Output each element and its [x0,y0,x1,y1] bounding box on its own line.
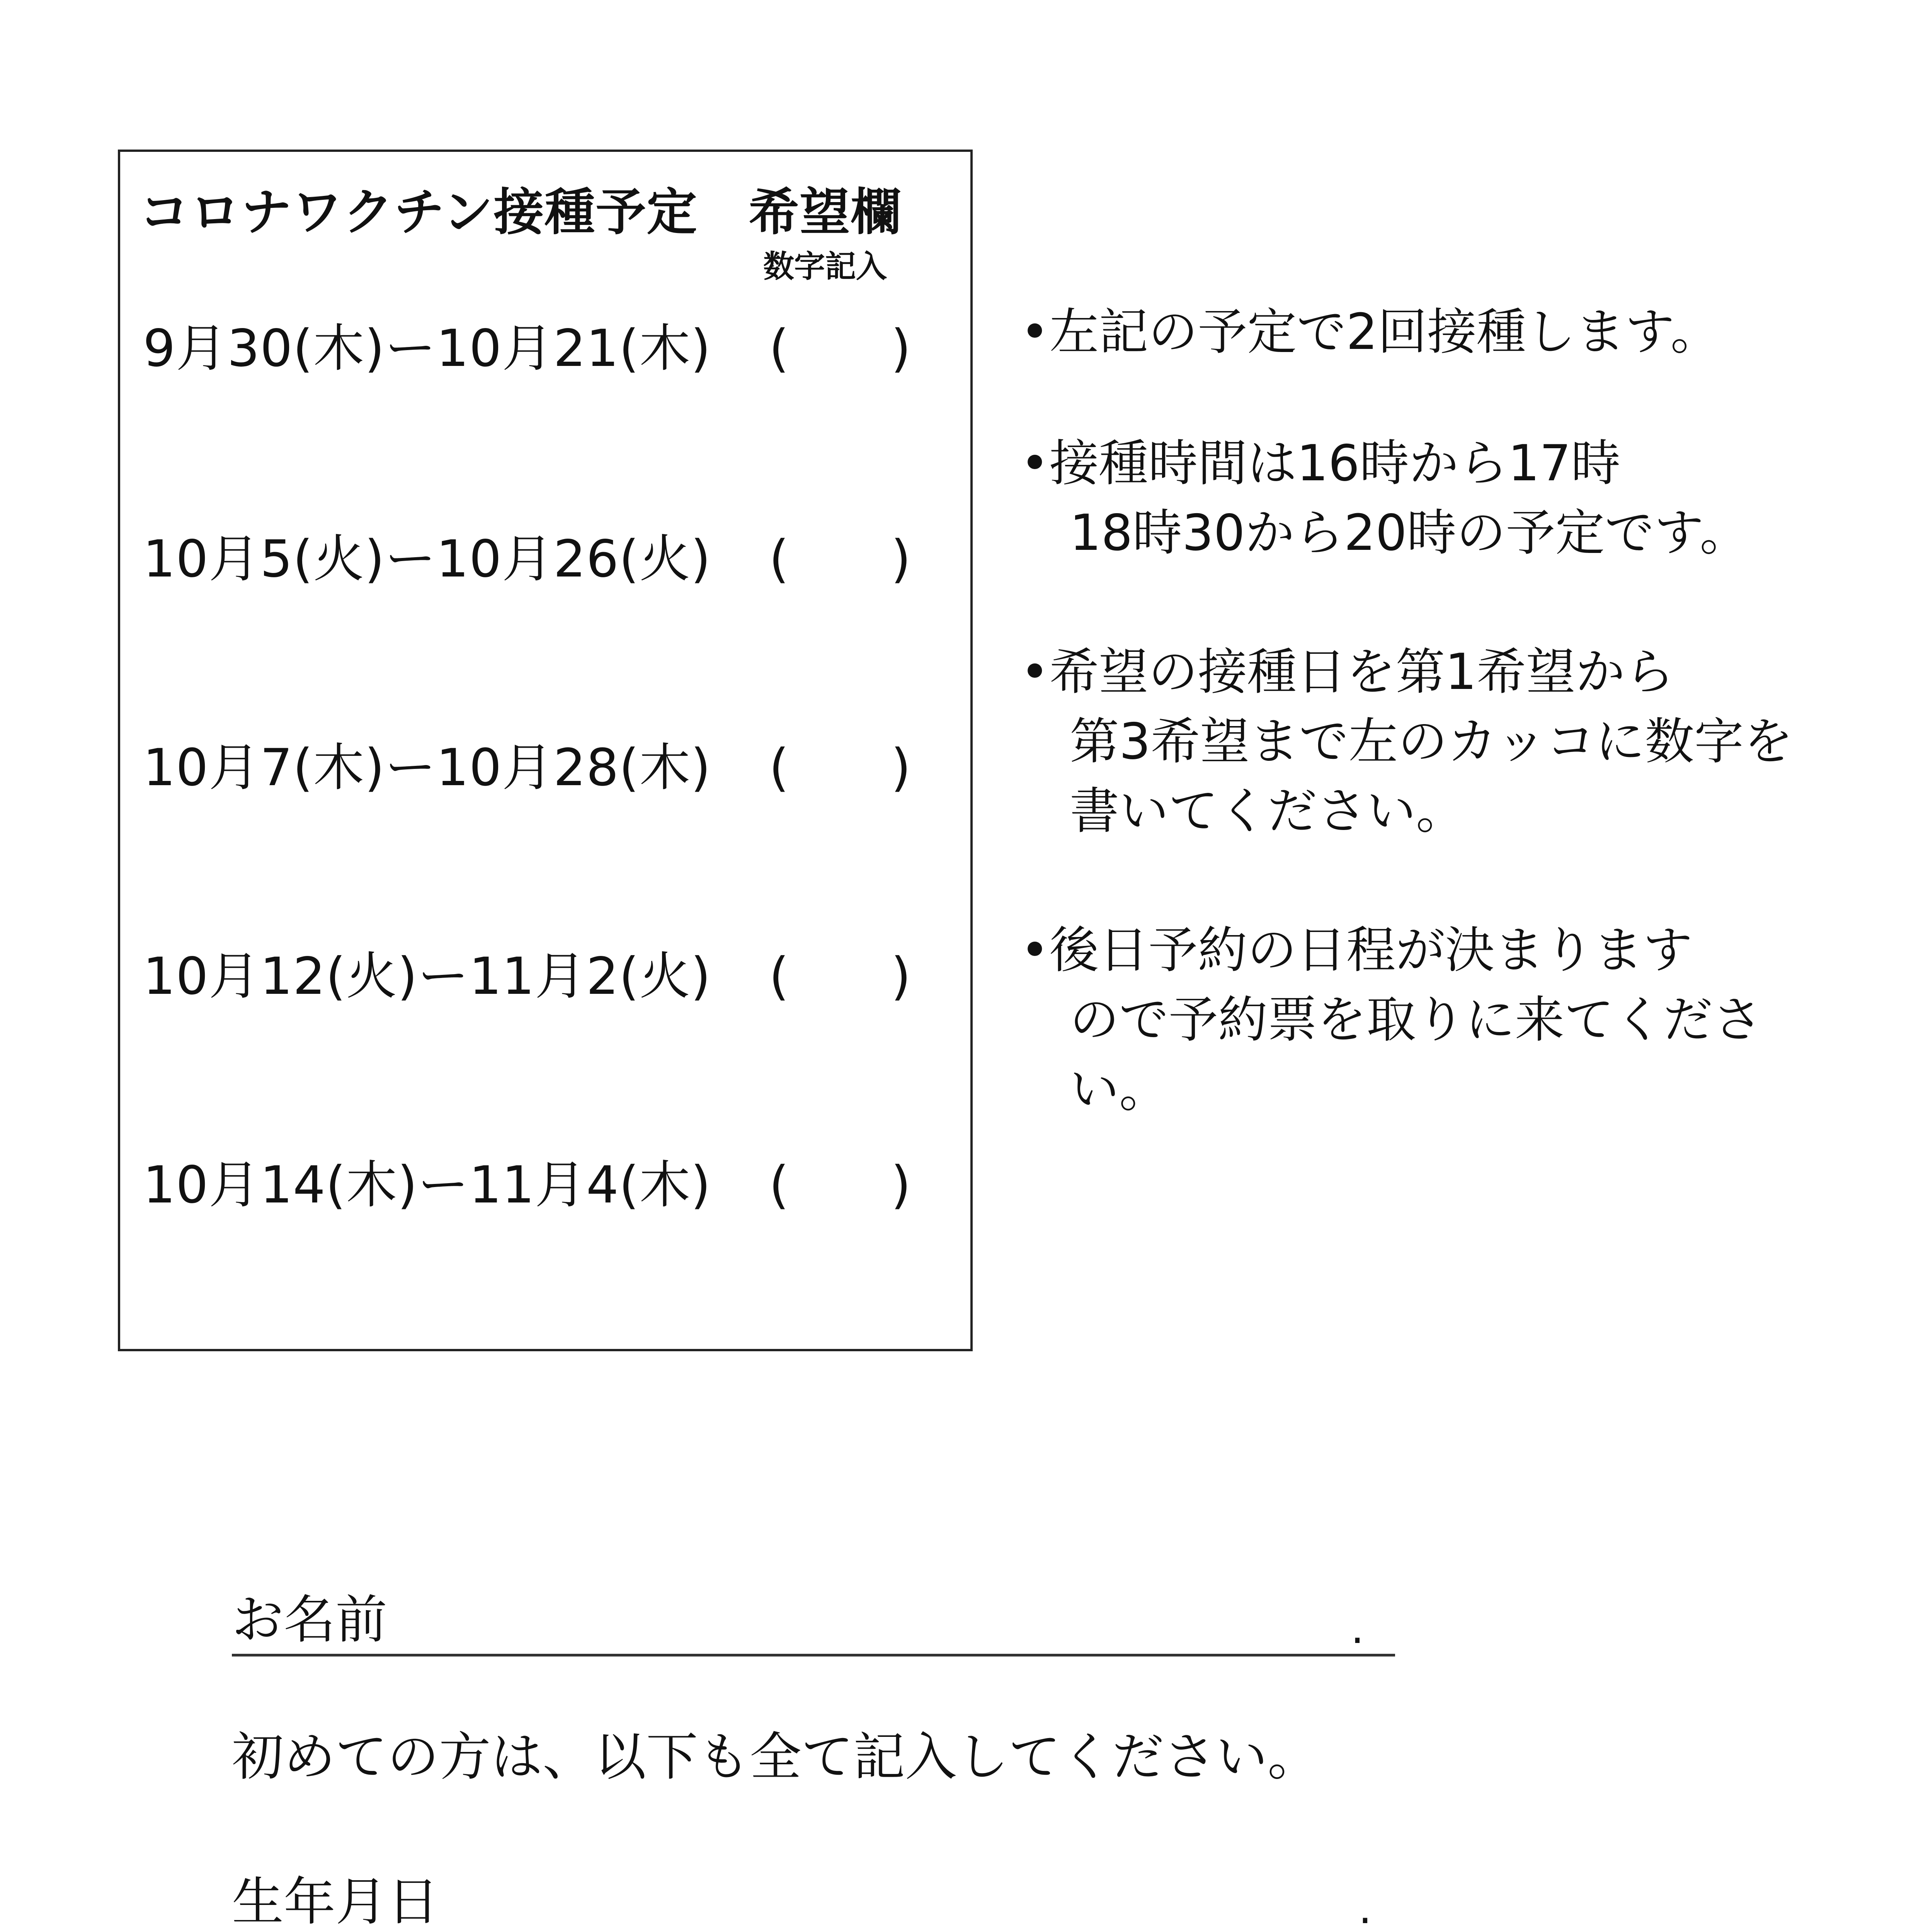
schedule-row-4-choice[interactable]: ( ) [769,947,911,1006]
schedule-row-4-dates: 10月12(火)ー11月2(火) [143,947,711,1006]
note-4-line-3: い。 [1020,1061,1169,1118]
birthdate-end-dot: . [1358,1884,1372,1932]
schedule-row-5-choice[interactable]: ( ) [769,1155,911,1215]
note-4-line-2: ので予約票を取りに来てくださ [1020,991,1763,1049]
note-3-line-1: •希望の接種日を第1希望から [1020,643,1674,701]
schedule-title: コロナワクチン接種予定 希望欄 [139,183,902,242]
note-4-line-1: •後日予約の日程が決まります [1020,922,1693,979]
name-end-dot: . [1351,1604,1364,1653]
note-2-line-1: •接種時間は16時から17時 [1020,435,1621,492]
name-field[interactable] [232,1654,1395,1656]
schedule-row-1-dates: 9月30(木)ー10月21(木) [143,319,711,378]
intro-text: 初めての方は、以下も全て記入してください。 [232,1727,1320,1787]
birthdate-label: 生年月日 [232,1872,439,1932]
schedule-row-2-dates: 10月5(火)ー10月26(火) [143,529,711,589]
note-2-line-2: 18時30から20時の予定です。 [1020,504,1749,562]
schedule-row-5-dates: 10月14(木)ー11月4(木) [143,1155,711,1215]
schedule-row-2-choice[interactable]: ( ) [769,529,911,589]
note-3-line-3: 書いてください。 [1020,782,1466,840]
note-3-line-2: 第3希望まで左のカッコに数字を [1020,713,1793,770]
schedule-subtitle: 数字記入 [763,248,887,284]
name-label: お名前 [232,1590,388,1650]
schedule-row-1-choice[interactable]: ( ) [769,319,911,378]
schedule-row-3-dates: 10月7(木)ー10月28(木) [143,738,711,798]
note-1-line-1: •左記の予定で2回接種します。 [1020,303,1720,361]
schedule-row-3-choice[interactable]: ( ) [769,738,911,798]
